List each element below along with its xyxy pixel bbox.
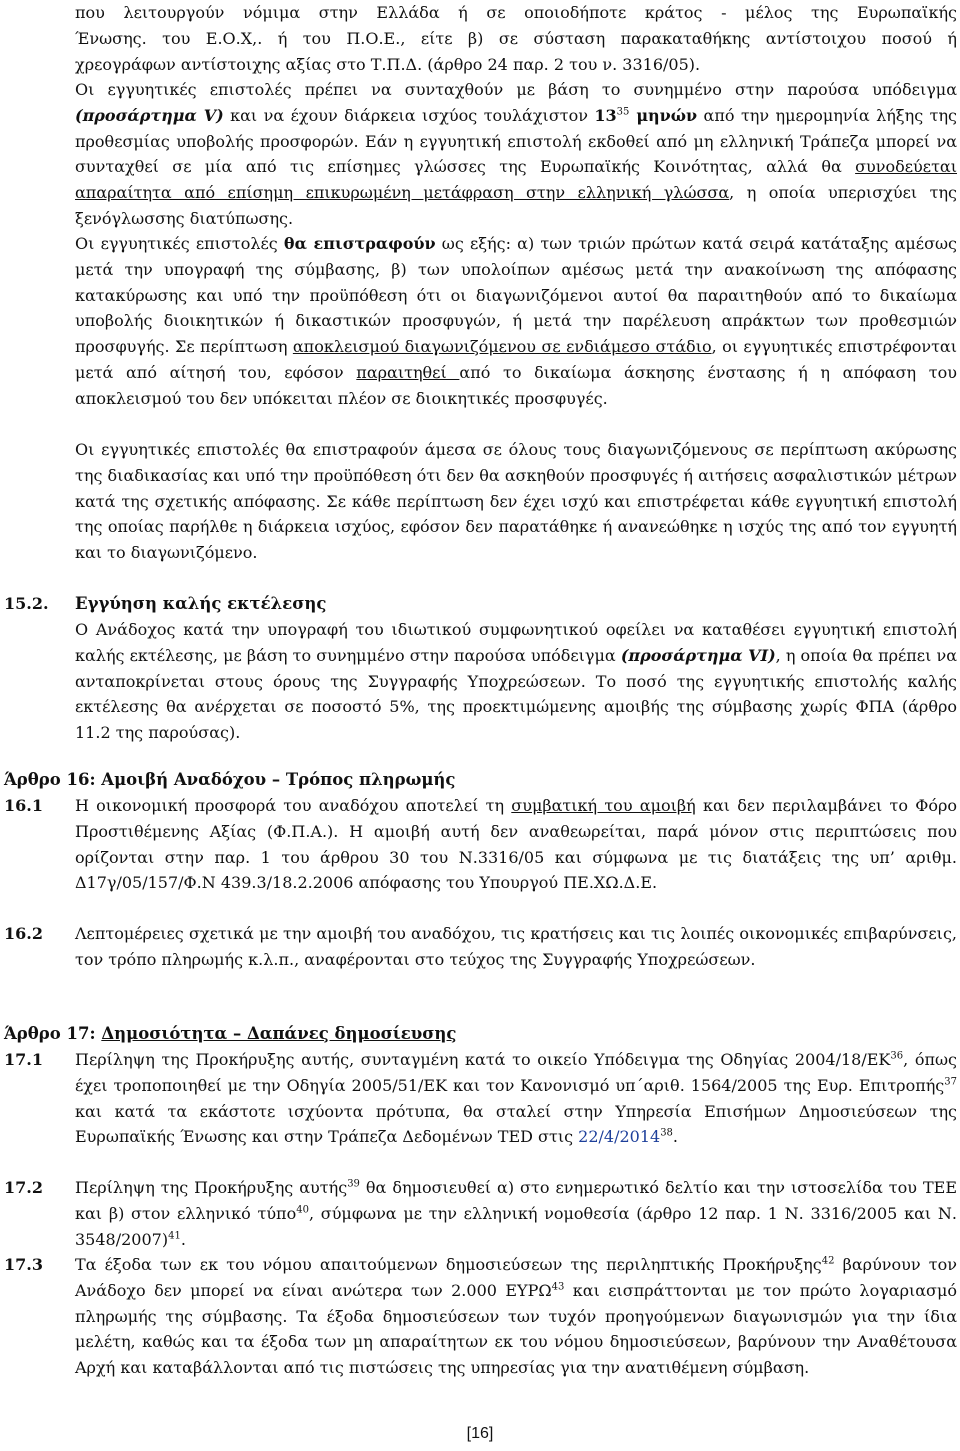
text-run: Οι εγγυητικές επιστολές πρέπει να συνταχθούν με βάση το συνημμένο στην παρούσα υπόδειγμα (75, 80, 957, 99)
text-run: από το δικαίωμα άσκησης ένστασης ή η απόφαση του αποκλεισμού του δεν υπόκειται πλέον σε διοικητικές προσφυγές. (75, 362, 957, 408)
text-run: , όπως έχει τροποποιηθεί με την Οδηγία 2005/51/ΕΚ και τον Κανονισμό υπ΄αριθ. 1564/2005 της Ευρ. Επιτροπής (75, 1050, 958, 1095)
translation-requirement: συνοδεύεται απαραίτητα από επίσημη επικυρωμένη μετάφραση στην ελληνική γλώσσα (75, 157, 957, 203)
text-run: . (672, 1127, 679, 1147)
paragraph-publication-costs (75, 1252, 957, 1381)
text-run: από την ημερομηνία λήξης της προθεσμίας υποβολής προσφορών. Εάν η εγγυητική επιστολή εκδοθεί από μη ελληνική Τράπεζα μπορεί να συνταχθεί σε μία από τις επίσημες γλώσσες της Ευρωπαϊκής Κοινότητας, αλλά θα (75, 105, 958, 177)
ted-date: 22/4/2014 (578, 1127, 661, 1147)
waiver-phrase: παραιτηθεί (356, 362, 460, 382)
text-line: που λειτουργούν νόμιμα στην Ελλάδα ή σε οποιοδήποτε κράτος - μέλος της Ευρωπαϊκής (75, 3, 957, 22)
text-run: , σύμφωνα με την ελληνική νομοθεσία (άρθρο 12 παρ. 1 Ν. 3316/2005 και Ν. 3548/2007) (75, 1203, 957, 1249)
footnote-ref: 37 (944, 1076, 957, 1088)
paragraph-eu-publication (75, 1047, 957, 1150)
footnote-ref: 39 (347, 1178, 360, 1190)
footnote-ref: 41 (168, 1230, 181, 1242)
text-run: και να έχουν διάρκεια ισχύος τουλάχιστον (223, 105, 595, 125)
article-17-title: Δημοσιότητα – Δαπάνες δημοσίευσης (101, 1024, 457, 1043)
text-run: Η οικονομική προσφορά του αναδόχου αποτελεί τη (75, 796, 512, 815)
footnote-ref: 35 (616, 106, 630, 118)
paragraph-good-performance-guarantee (75, 617, 957, 746)
text-line: Ένωσης. του Ε.Ο.Χ,. ή του Π.Ο.Ε., είτε β) σε σύσταση παρακαταθήκης αντίστοιχου ποσού ή (75, 28, 957, 48)
text-run: θα δημοσιευθεί α) στο ενημερωτικό δελτίο και την ιστοσελίδα του ΤΕΕ και β) στον ελληνικό τύπο (75, 1178, 958, 1223)
footnote-ref: 40 (296, 1204, 309, 1216)
text-run: και κατά τα εκάστοτε ισχύοντα πρότυπα, θα σταλεί στην Υπηρεσία Επισήμων Δημοσιεύσεων της Ευρωπαϊκής Ένωσης και στην Τράπεζα Δεδομένων TED στις (75, 1101, 957, 1147)
text-run: και δεν περιλαμβάνει το Φόρο Προστιθέμενης Αξίας (Φ.Π.Α.). Η αμοιβή αυτή δεν αναθεωρείται, παρά μόνον στις περιπτώσεις που ορίζονται στην παρ. 1 του άρθρου 30 του Ν.3316/05 και σύμφωνα με τις διατάξεις της υπ’ αριθμ. Δ17γ/05/157/Φ.Ν 439.3/18.2.2006 απόφασης του Υπουργού ΠΕ.ΧΩ.Δ.Ε. (75, 796, 958, 893)
page-number: [16] (466, 1425, 494, 1442)
text-run: , η οποία θα πρέπει να ανταποκρίνεται στους όρους της Συγγραφής Υποχρεώσεων. Το ποσό της εγγυητικής επιστολής καλής εκτέλεσης θα ανέρχεται σε ποσοστό 5%, της προεκτιμώμενης αμοιβής της σύμβασης χωρίς ΦΠΑ (άρθρο 11.2 της παρούσας). (75, 645, 958, 743)
text-run: και εισπράττονται με τον πρώτο λογαριασμό πληρωμής της σύμβασης. Τα έξοδα δημοσιεύσεων των τυχόν προηγούμενων διαγωνισμών για την ίδια μελέτη, καθώς και τα έξοδα των μη απαραίτητων εκ του νόμου δημοσιεύσεων, βαρύνουν την Αναθέτουσα Αρχή και καταβάλλονται από τις πιστώσεις της υπηρεσίας για την ανατιθέμενη σύμβαση. (75, 1280, 958, 1378)
paragraph-return-of-guarantees (75, 231, 957, 412)
article-17-heading (4, 1021, 456, 1047)
appendix-vi-reference: (προσάρτημα VI) (620, 645, 776, 665)
text-run: . (180, 1229, 186, 1249)
paragraph-deposit-continuation (75, 0, 957, 77)
footnote-ref: 36 (890, 1050, 904, 1062)
paragraph-national-publication (75, 1175, 957, 1252)
paragraph-financial-offer (75, 793, 957, 896)
text-run: Οι εγγυητικές επιστολές (75, 234, 284, 253)
article-16-subtitle: – Τρόπος πληρωμής (271, 770, 456, 789)
paragraph-immediate-return: Οι εγγυητικές επιστολές θα επιστραφούν άμεσα σε όλους τους διαγωνιζόμενους σε περίπτωση ακύρωσης της διαδικασίας και υπό την προϋπόθεση ότι δεν θα ασκηθούν προσφυγές ή αιτήσεις ασφαλιστικών μέτρων κατά της σχετικής απόφασης. Σε κάθε περίπτωση δεν έχει ισχύ και επιστρέφεται κάθε εγγυητική επιστολή της οποίας παρήλθε η διάρκεια ισχύος, εφόσον δεν παρατάθηκε ή ανανεώθηκε η ισχύς της από τον εγγυητή και το διαγωνιζόμενο. (75, 440, 957, 563)
section-number-15-2: 15.2. (4, 594, 49, 613)
duration-value: 13 (594, 105, 617, 125)
text-run: Ο Ανάδοχος κατά την υπογραφή του ιδιωτικού συμφωνητικού οφείλει να καταθέσει εγγυητική επιστολή καλής εκτέλεσης, με βάση το συνημμένο στην παρούσα υπόδειγμα (75, 620, 957, 665)
paragraph-payment-details: Λεπτομέρειες σχετικά με την αμοιβή του αναδόχου, τις κρατήσεις και τις λοιπές οικονομικές επιβαρύνσεις, τον τρόπο πληρωμής κ.λ.π., αναφέρονται στο τεύχος της Συγγραφής Υποχρεώσεων. (75, 924, 957, 969)
text-run: Περίληψη της Προκήρυξης αυτής (75, 1178, 348, 1197)
text-run: , η οποία υπερισχύει της ξενόγλωσσης διατύπωσης. (75, 183, 958, 228)
article-17-prefix: Άρθρο 17: (4, 1024, 102, 1043)
footnote-ref: 43 (551, 1281, 565, 1293)
text-run: ως εξής: α) των τριών πρώτων κατά σειρά κατάταξης αμέσως μετά την υπογραφή της σύμβασης, β) των υπολοίπων αμέσως μετά την ανακοίνωση της απόφασης κατακύρωσης και υπό την προϋπόθεση ότι οι διαγωνιζόμενοι αυτοί θα παραιτηθούν από το δικαίωμα υποβολής διοικητικών ή δικαστικών προσφυγών, ή μετά την παρέλευση απράκτων των προθεσμιών προσφυγής. Σε περίπτωση (75, 234, 958, 357)
contractual-fee-phrase: συμβατική του αμοιβή (511, 796, 696, 815)
paragraph-guarantee-letters-template (75, 77, 957, 232)
section-number-16-1: 16.1 (4, 796, 43, 815)
appendix-v-reference: (προσάρτημα V) (75, 105, 224, 125)
article-16-heading (4, 767, 455, 793)
article-16-title: Άρθρο 16: Αμοιβή Αναδόχου (4, 770, 267, 789)
exclusion-phrase: αποκλεισμού διαγωνιζόμενου σε ενδιάμεσο στάδιο (292, 337, 712, 357)
emphasis-returned: θα επιστραφούν (283, 234, 436, 253)
section-number-17-1: 17.1 (4, 1050, 43, 1069)
duration-unit: μηνών (629, 105, 698, 125)
text-run: Περίληψη της Προκήρυξης αυτής, συνταγμένη κατά το οικείο Υπόδειγμα της Οδηγίας 2004/18/ΕΚ (75, 1050, 891, 1069)
footnote-ref: 38 (660, 1128, 673, 1140)
section-number-17-3: 17.3 (4, 1255, 43, 1274)
section-number-16-2: 16.2 (4, 924, 43, 943)
section-title-good-performance-guarantee: Εγγύηση καλής εκτέλεσης (75, 594, 327, 613)
text-run: βαρύνουν τον Ανάδοχο δεν μπορεί να είναι ανώτερα των 2.000 ΕΥΡΩ (75, 1255, 958, 1300)
footnote-ref: 42 (821, 1255, 835, 1267)
text-line: χρεογράφων αντίστοιχης αξίας στο Τ.Π.Δ. (άρθρο 24 παρ. 2 του ν. 3316/05). (75, 54, 701, 74)
section-number-17-2: 17.2 (4, 1178, 43, 1197)
text-run: Τα έξοδα των εκ του νόμου απαιτούμενων δημοσιεύσεων της περιληπτικής Προκήρυξης (75, 1255, 822, 1274)
text-run: , οι εγγυητικές επιστρέφονται μετά από αίτησή του, εφόσον (75, 337, 957, 382)
